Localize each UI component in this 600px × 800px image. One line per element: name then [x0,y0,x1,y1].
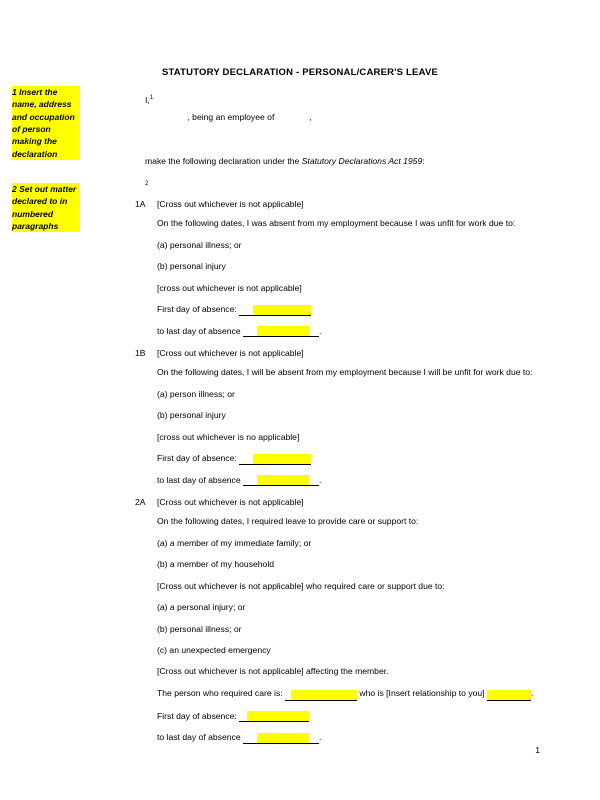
section-1b-heading [135,347,540,360]
section-1b-first-day-input[interactable] [253,454,311,465]
section-1a-last-day-input[interactable] [257,326,309,337]
declarant-line [145,94,540,107]
section-1b-last-day-label: to last day of absence [157,474,243,485]
section-1b-line-1: On the following dates, I will be absent from my employment because I will be unfit for work due to: [157,367,533,378]
employer-line [145,111,540,124]
section-2a-first-day-input[interactable] [247,711,309,722]
section-1a-last-day [157,325,540,337]
section-1b-heading-text: [Cross out whichever is not applicable] [157,347,304,358]
last-day-lead-2a [243,733,257,744]
last-day-lead [243,326,257,337]
employee-phrase: , being an employee of [187,112,275,123]
section-1a-period: . [319,325,322,336]
section-2a-first-day-label: First day of absence: [157,710,240,721]
section-1a-last-day-label: to last day of absence [157,325,243,336]
section-1b-last-day [157,474,540,486]
first-day-lead-b [239,454,253,465]
section-1a-heading-text: [Cross out whichever is not applicable] [157,198,304,209]
section-1b-line-2: (a) person illness; or [157,388,235,399]
i-label: I, [145,95,150,105]
section-2a-person-line [157,687,540,701]
section-marker-2: 2 [145,180,149,187]
section-2a-last-day-input[interactable] [257,733,309,744]
section-1b-period: . [319,474,322,485]
section-1b-number: 1B [135,347,146,358]
first-day-lead [239,305,253,316]
section-2a-line-3: (b) a member of my household [157,559,275,570]
declaration-prefix: make the following declaration under the [145,155,302,166]
name-blank[interactable] [145,113,185,123]
margin-note-1: 1 Insert the name, address and occupation of person making the declaration [12,86,80,160]
declaration-statement [145,155,540,168]
section-1b-last-day-input[interactable] [257,475,309,486]
section-2a-line-8: [Cross out whichever is not applicable] affecting the member. [157,666,389,677]
page-number: 1 [535,745,540,755]
person-line-suffix: . [530,687,534,698]
section-2a-line-2: (a) a member of my immediate family; or [157,537,312,548]
section-1a-first-day [157,303,540,315]
section-2a-first-day [157,710,540,722]
last-day-tail-2a [309,732,322,744]
section-2a-last-day [157,731,540,743]
section-1b-body [157,366,540,486]
person-line-prefix: The person who required care is: [157,687,286,698]
section-1a [60,198,540,337]
person-relationship-input[interactable] [487,687,534,701]
employer-trailing-comma: , [309,112,312,123]
section-2a-line-5: (a) a personal injury; or [157,602,246,613]
section-2a [60,496,540,744]
section-2a-number: 2A [135,497,146,507]
section-1b-line-4: [cross out whichever is no applicable] [157,431,300,442]
last-day-lead-b [243,475,257,486]
act-name: Statutory Declarations Act 1959 [301,155,423,166]
section-1a-first-day-label: First day of absence: [157,304,240,315]
section-1a-heading [135,198,540,211]
section-2a-body [157,515,540,743]
declaration-suffix: : [422,155,425,166]
section-1a-body [157,217,540,337]
last-day-tail [309,325,322,337]
section-2a-line-4: [Cross out whichever is not applicable] who required care or support due to: [157,580,445,591]
section-2a-line-1: On the following dates, I required leave to provide care or support to: [157,516,419,527]
employer-blank[interactable] [277,113,307,123]
section-2a-heading-text: [Cross out whichever is not applicable] [157,497,304,507]
last-day-tail-b [309,474,322,486]
section-1a-line-4: [cross out whichever is not applicable] [157,282,302,293]
person-line-middle: who is [Insert relationship to you] [357,687,487,698]
section-2a-line-7: (c) an unexpected emergency [157,645,271,656]
section-1a-line-1: On the following dates, I was absent from my employment because I was unfit for work due to: [157,218,516,229]
section-2a-period: . [319,732,322,743]
margin-note-2: 2 Set out matter declared to in numbered paragraphs [12,183,80,232]
page-title: STATUTORY DECLARATION - PERSONAL/CARER'S LEAVE [161,67,439,78]
section-1a-line-3: (b) personal injury [157,261,226,272]
document-body [60,94,540,744]
section-2a-line-6: (b) personal illness; or [157,623,242,634]
section-1b [60,347,540,486]
section-2a-last-day-label: to last day of absence [157,732,243,743]
section-1a-first-day-input[interactable] [253,305,311,316]
section-1b-first-day-label: First day of absence: [157,453,240,464]
first-day-lead-2a [239,711,247,722]
section-1b-line-3: (b) personal injury [157,410,226,421]
person-name-input[interactable] [291,690,357,701]
section-1a-line-2: (a) personal illness; or [157,239,242,250]
section-1b-first-day [157,452,540,464]
footnote-marker-1: 1 [149,95,154,102]
section-2a-heading [135,496,540,509]
section-1a-number: 1A [135,198,146,209]
